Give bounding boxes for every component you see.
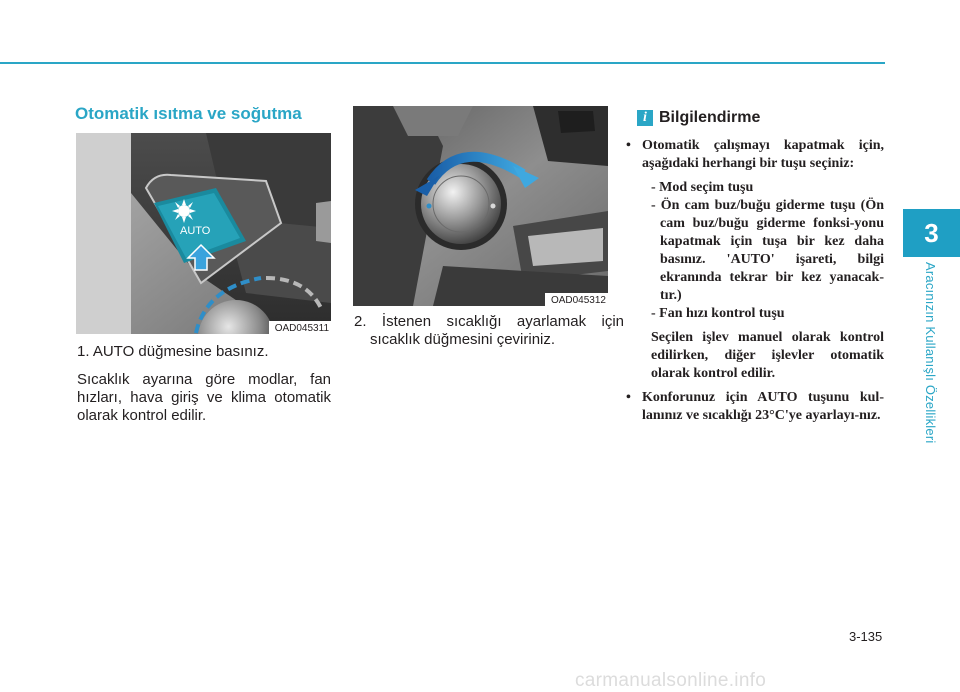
info-sub-item: - Fan hızı kontrol tuşu (651, 306, 785, 321)
step-1-text: 1. AUTO düğmesine basınız. (77, 343, 269, 360)
info-sub-item: - Mod seçim tuşu (651, 180, 754, 195)
auto-button-label: AUTO (180, 225, 211, 237)
info-title: Bilgilendirme (659, 109, 761, 126)
temperature-knob-illustration (353, 106, 608, 306)
watermark: carmanualsonline.info (575, 670, 767, 691)
figure-code: OAD045312 (545, 293, 608, 306)
info-list (624, 137, 884, 425)
info-icon: i (637, 110, 653, 126)
info-bullet (624, 137, 884, 383)
section-title: Otomatik ısıtma ve soğutma (75, 104, 302, 123)
info-sub-paragraph: Seçilen işlev manuel olarak kontrol edilirken, diğer işlevler otomatik olarak kontrol edilir. (651, 330, 884, 381)
step-2-text: 2. İstenen sıcaklığı ayarlamak için sıcaklık düğmesini çeviriniz. (354, 313, 624, 348)
figure-code: OAD045311 (269, 321, 331, 334)
chapter-title: Aracınızın Kullanışlı Özellikleri (923, 262, 938, 444)
temperature-knob-photo (353, 106, 608, 306)
auto-button-illustration (76, 133, 331, 334)
chapter-number-tab[interactable]: 3 (903, 209, 960, 257)
info-bullet (624, 389, 884, 425)
page-number: 3-135 (849, 629, 883, 644)
info-bullet-text: • Konforunuz için AUTO tuşunu kul-lanınız ve sıcaklığı 23°C'ye ayarlayı-nız. (642, 390, 884, 423)
info-bullet-text: • Otomatik çalışmayı kapatmak için, aşağıdaki herhangi bir tuşu seçiniz: (642, 138, 884, 171)
auto-button-photo (76, 133, 331, 334)
auto-climate-icon (172, 199, 196, 223)
header-rule (0, 62, 885, 64)
info-sub-item: - Ön cam buz/buğu giderme tuşu (Ön cam buz/buğu giderme fonksi-yonu kapatmak için tuşa bir kez daha basınız. 'AUTO' işareti, bilgi ekranında tekrar bir kez yanacak-tır.) (651, 198, 884, 303)
step-1-description: Sıcaklık ayarına göre modlar, fan hızları, hava giriş ve klima otomatik olarak kontrol edilir. (77, 371, 331, 424)
